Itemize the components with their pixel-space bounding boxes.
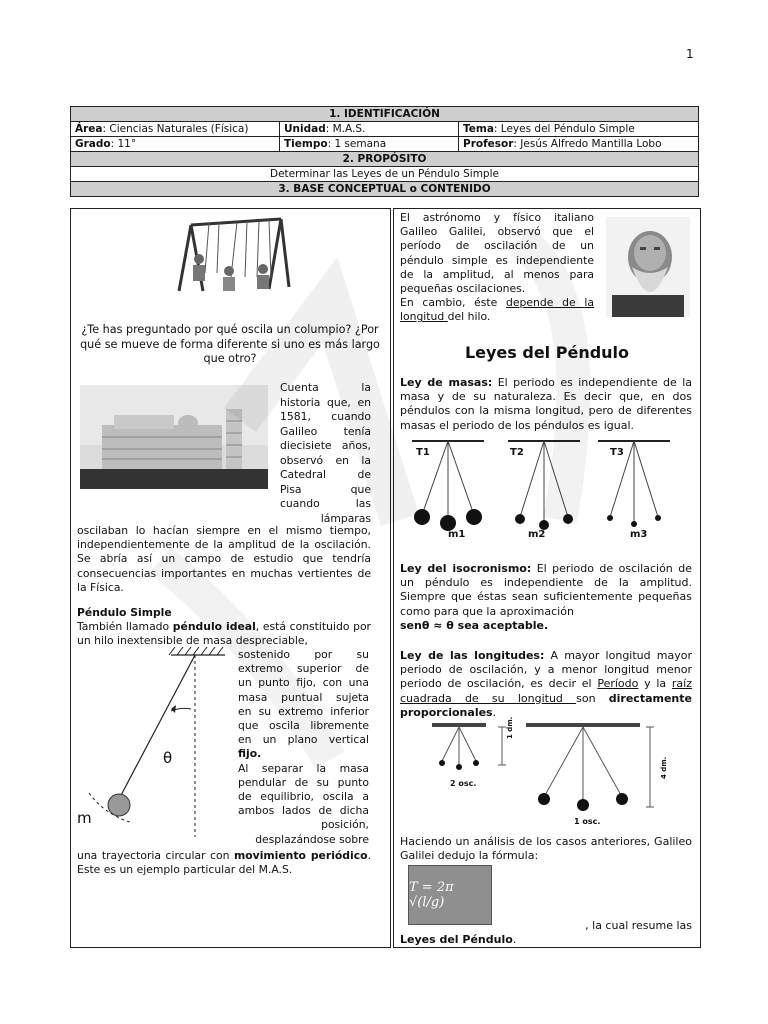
m3-label: m3 — [630, 529, 648, 540]
galileo-portrait — [606, 217, 690, 317]
pendulo-definition: También llamado péndulo ideal, está constituido por un hilo inextensible de masa despreciable, — [77, 620, 371, 648]
proposito-text: Determinar las Leyes de un Péndulo Simple — [71, 167, 699, 182]
m2-label: m2 — [528, 529, 546, 540]
galileo-intro: El astrónomo y físico italiano Galileo Galilei, observó que el período de oscilación de un péndulo simple es independiente de la amplitud, al menos para pequeñas oscilaciones. En cambio, éste depende de la longitud del hilo. — [400, 211, 594, 324]
profesor-cell: Profesor: Jesús Alfredo Mantilla Lobo — [459, 137, 699, 152]
two-osc-label: 2 osc. — [450, 779, 477, 788]
one-osc-label: 1 osc. — [574, 817, 601, 826]
length-law-diagram — [428, 721, 664, 831]
t3-label: T3 — [610, 447, 624, 458]
ley-masas-text: Ley de masas: El periodo es independiente de la masa y de su naturaleza. Es decir que, en dos péndulos con la misma longitud, pero de diferentes masas el periodo de los péndulos es igual. — [400, 376, 692, 432]
simple-pendulum-diagram — [75, 647, 235, 843]
resume-text-a: , la cual resume las — [585, 919, 692, 932]
swing-illustration — [171, 211, 291, 307]
section-identificacion: 1. IDENTIFICACIÓN — [71, 107, 699, 122]
mass-law-diagram — [402, 435, 694, 551]
story-side-text: Cuenta la historia que, en 1581, cuando Galileo tenía diecisiete años, observó en la Catedral de Pisa que cuando las lámparas — [280, 381, 371, 525]
one-dm-label: 1 dm. — [506, 716, 514, 739]
t1-label: T1 — [416, 447, 430, 458]
tiempo-cell: Tiempo: 1 semana — [280, 137, 459, 152]
pendulo-side-text: sostenido por su extremo superior de un punto fijo, con una masa puntual sujeta en su extremo inferior que oscila libremente en un plano vertical fijo. Al separar la masa pendular de su punto de equilibrio, oscila a ambos lados de dicha posición, desplazándose sobre — [238, 648, 369, 846]
section-base-conceptual: 3. BASE CONCEPTUAL o CONTENIDO — [71, 182, 699, 197]
area-cell: Área: Ciencias Naturales (Física) — [71, 122, 280, 137]
m1-label: m1 — [448, 529, 466, 540]
mass-label: m — [77, 809, 92, 827]
period-formula: T = 2π √(l/g) — [408, 865, 492, 925]
theta-label: θ — [163, 749, 173, 767]
pisa-cathedral-photo — [80, 385, 268, 489]
pendulo-simple-title: Péndulo Simple — [77, 606, 172, 619]
right-column — [393, 208, 701, 948]
page-number: 1 — [686, 47, 694, 61]
leyes-del-pendulo-bold: Leyes del Péndulo — [400, 933, 513, 946]
ley-isocronismo-text: Ley del isocronismo: El periodo de oscilación de un péndulo es independiente de la amplitud. Siempre que éstas sean suficientemente pequeñas como para que la aproximación senθ ≈ θ sea aceptable. — [400, 562, 692, 632]
resume-text-b: Leyes del Péndulo. — [400, 933, 517, 946]
ley-longitudes-text: Ley de las longitudes: A mayor longitud mayor periodo de oscilación, y a menor longitud menor periodo de oscilación, es decir el Período y la raíz cuadrada de su longitud son directamente proporcionales. — [400, 649, 692, 719]
trayectoria-text: una trayectoria circular con movimiento periódico. Este es un ejemplo particular del M.A.S. — [77, 849, 371, 877]
four-dm-label: 4 dm. — [660, 756, 668, 779]
story-continuation: oscilaban lo hacían siempre en el mismo tiempo, independientemente de la amplitud de la oscilación. Se abría así un campo de estudio que tendría consecuencias importantes en muchas vertientes de la Física. — [77, 524, 371, 594]
leyes-pendulo-title: Leyes del Péndulo — [464, 343, 630, 362]
grado-cell: Grado: 11° — [71, 137, 280, 152]
left-column — [70, 208, 391, 948]
unidad-cell: Unidad: M.A.S. — [280, 122, 459, 137]
identification-table — [70, 106, 699, 197]
tema-cell: Tema: Leyes del Péndulo Simple — [459, 122, 699, 137]
t2-label: T2 — [510, 447, 524, 458]
haciendo-text: Haciendo un análisis de los casos anteriores, Galileo Galilei dedujo la fórmula: — [400, 835, 692, 863]
swing-question: ¿Te has preguntado por qué oscila un columpio? ¿Por qué se mueve de forma diferente si uno es más largo que otro? — [80, 323, 380, 365]
section-proposito: 2. PROPÓSITO — [71, 152, 699, 167]
